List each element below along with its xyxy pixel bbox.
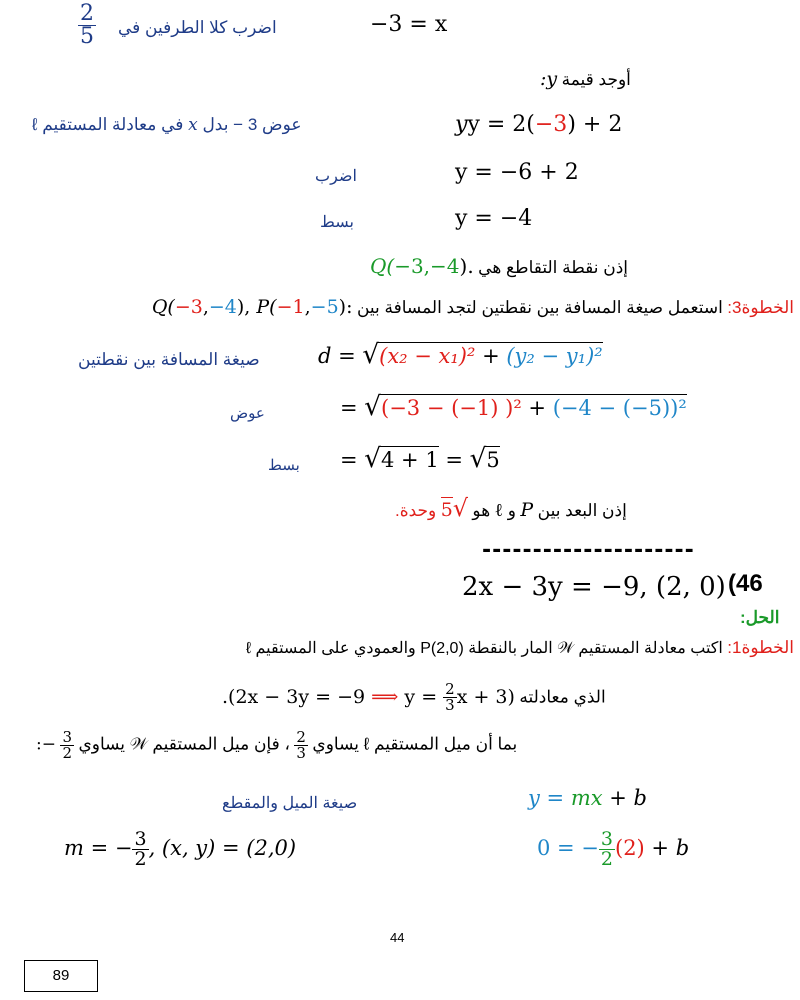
label-multiply: اضرب	[315, 168, 357, 185]
fraction-2-5: $\frac{2}{5}$	[80, 1, 94, 49]
substituted-equation: 0 = − $\frac{3}{2}$ (2) + b	[537, 828, 690, 870]
label-multiply-both-sides: اضرب كلا الطرفين في	[118, 18, 277, 37]
page-box: 89	[24, 960, 98, 992]
equation-neg3-eq-x: −3 = x	[370, 12, 448, 37]
distance-substituted: = √(−3 − (−1) )² + (−4 − (−5))²	[340, 392, 687, 422]
step1-line: الخطوة1: اكتب معادلة المستقيم 𝒲 المار بالنقطة P(2,0) والعمودي على المستقيم ℓ	[245, 638, 794, 657]
distance-formula: d = √(x₂ − x₁)² + (y₂ − y₁)²	[318, 340, 603, 370]
label-slope-intercept: صيغة الميل والمقطع	[222, 795, 358, 812]
slope-intercept-equation: y = mx + b	[528, 786, 647, 810]
find-y-line: أوجد قيمة y:	[540, 68, 631, 90]
label-simplify: بسط	[320, 214, 354, 231]
label-substitute-x: عوض 3 − بدل x في معادلة المستقيم ℓ	[32, 115, 302, 135]
equation-y-minus6-plus2: y = −6 + 2	[455, 160, 579, 185]
problem-number: (46	[728, 570, 763, 597]
label-distance-formula: صيغة المسافة بين نقطتين	[78, 350, 260, 369]
step1-equation-line: الذي معادلته .(2x − 3y = −9 ⟹ y = $\frac{2}{3}$ x + 3)	[222, 680, 606, 714]
intersection-point-line: إذن نقطة التقاطع هي Q(−3,−4).	[370, 254, 629, 278]
slope-relation-line: بما أن ميل المستقيم ℓ يساوي $\frac{2}{3}$ ، فإن ميل المستقيم 𝒲 يساوي $\frac{3}{2}$ −:	[36, 728, 518, 762]
distance-conclusion: إذن البعد بين P و ℓ هو √5 وحدة.	[395, 494, 627, 522]
problem-46-equation: 2x − 3y = −9, (2, 0)	[462, 572, 726, 602]
distance-simplified: = √4 + 1 = √5	[340, 444, 500, 474]
equation-y-minus4: y = −4	[455, 206, 533, 231]
section-divider: ---------------------	[482, 538, 695, 563]
equation-y-substitute: yy = 2(−3) + 2	[455, 112, 623, 137]
solution-label: الحل:	[740, 608, 780, 627]
label-substitute: عوض	[230, 405, 265, 422]
label-simplify-2: بسط	[268, 457, 300, 474]
page-number: 44	[390, 930, 405, 945]
step3-line: الخطوة3: استعمل صيغة المسافة بين نقطتين لتجد المسافة بين Q(−3,−4), P(−1,−5):	[151, 296, 794, 318]
slope-and-point: m = − $\frac{3}{2}$ , (x, y) = (2,0)	[64, 828, 297, 870]
